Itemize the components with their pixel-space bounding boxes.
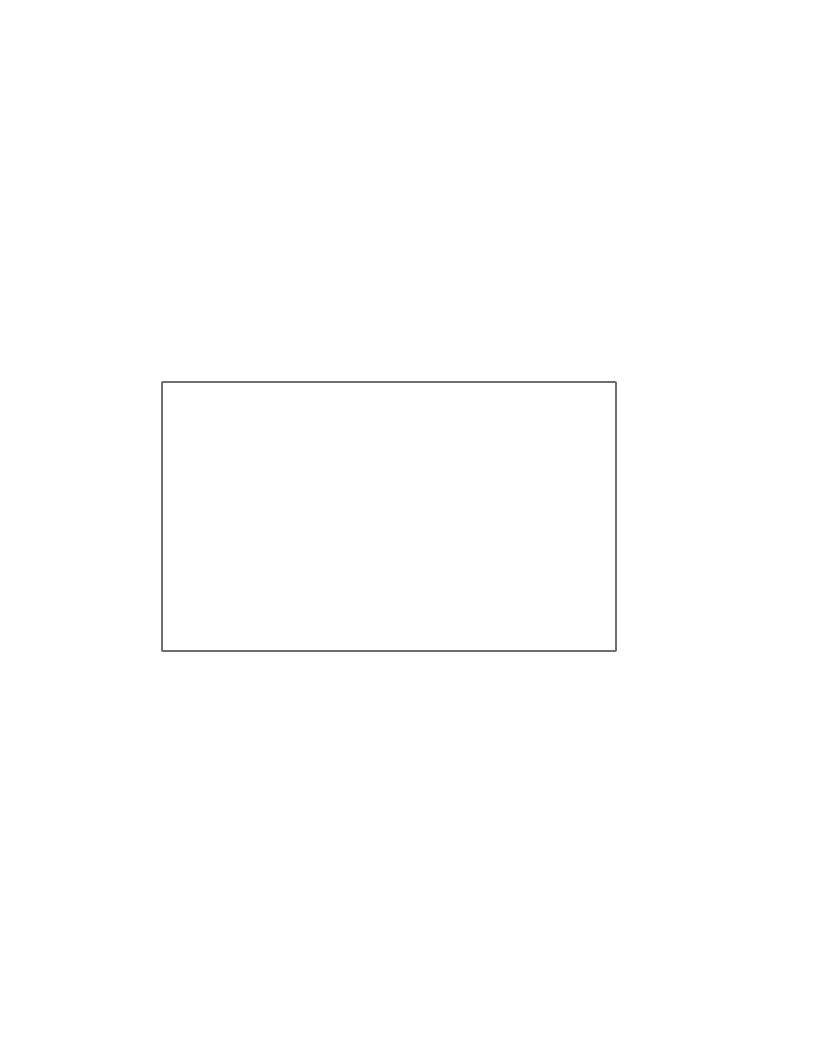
figure4-chart bbox=[161, 381, 617, 652]
figure4-chart-svg bbox=[163, 383, 615, 650]
